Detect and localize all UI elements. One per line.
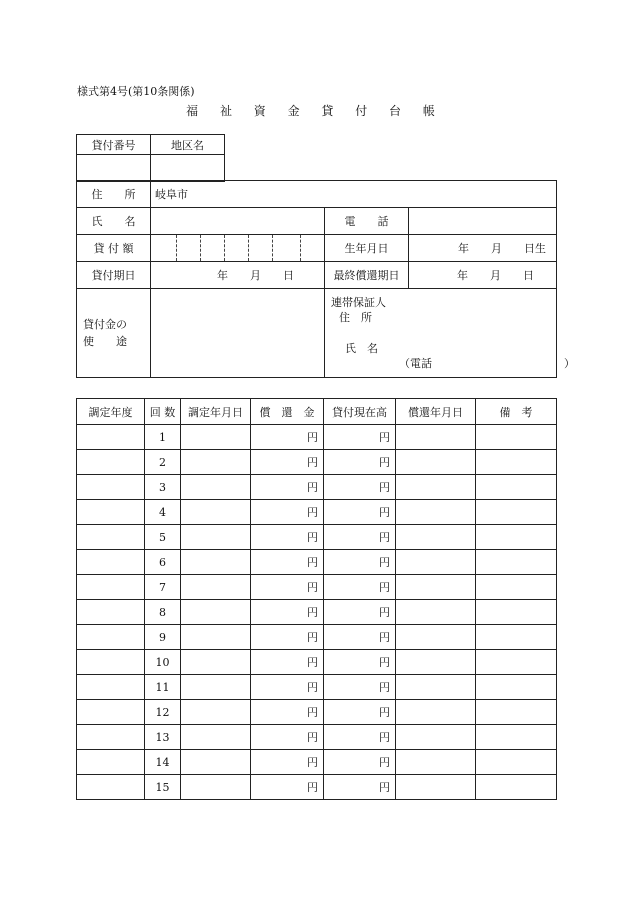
table-row bbox=[77, 550, 557, 575]
repayment-amount-cell[interactable]: 円 bbox=[251, 725, 324, 750]
guarantor-name-label: 氏 名 bbox=[345, 342, 378, 355]
assessment-date-cell[interactable] bbox=[181, 775, 251, 800]
loan-date-label: 貸付期日 bbox=[77, 262, 151, 289]
repayment-date-cell[interactable] bbox=[396, 675, 476, 700]
assessment-date-cell[interactable] bbox=[181, 500, 251, 525]
installment-number: 11 bbox=[145, 675, 181, 700]
outstanding-balance-cell[interactable]: 円 bbox=[324, 750, 396, 775]
remarks-cell[interactable] bbox=[476, 650, 557, 675]
repayment-date-cell[interactable] bbox=[396, 775, 476, 800]
assessment-date-cell[interactable] bbox=[181, 600, 251, 625]
usage-label bbox=[77, 289, 151, 378]
repayment-amount-cell[interactable]: 円 bbox=[251, 550, 324, 575]
repayment-date-cell[interactable] bbox=[396, 500, 476, 525]
table-row bbox=[77, 675, 557, 700]
history-header-cell: 備 考 bbox=[476, 399, 557, 425]
repayment-amount-cell[interactable]: 円 bbox=[251, 700, 324, 725]
birthdate-label: 生年月日 bbox=[325, 235, 409, 262]
remarks-cell[interactable] bbox=[476, 675, 557, 700]
assessment-date-cell[interactable] bbox=[181, 650, 251, 675]
assessment-date-cell[interactable] bbox=[181, 675, 251, 700]
loan-number-label: 貸付番号 bbox=[77, 135, 151, 155]
phone-label: 電 話 bbox=[325, 208, 409, 235]
history-header-cell: 調定年月日 bbox=[181, 399, 251, 425]
repayment-amount-cell[interactable]: 円 bbox=[251, 775, 324, 800]
table-row bbox=[77, 475, 557, 500]
repayment-amount-cell[interactable]: 円 bbox=[251, 500, 324, 525]
remarks-cell[interactable] bbox=[476, 625, 557, 650]
usage-label-line2: 使 途 bbox=[83, 335, 127, 348]
table-row bbox=[77, 450, 557, 475]
outstanding-balance-cell[interactable]: 円 bbox=[324, 525, 396, 550]
fiscal-year-cell[interactable] bbox=[77, 525, 145, 550]
remarks-cell[interactable] bbox=[476, 600, 557, 625]
repayment-date-cell[interactable] bbox=[396, 450, 476, 475]
assessment-date-cell[interactable] bbox=[181, 550, 251, 575]
repayment-date-cell[interactable] bbox=[396, 600, 476, 625]
assessment-date-cell[interactable] bbox=[181, 575, 251, 600]
fiscal-year-cell[interactable] bbox=[77, 475, 145, 500]
history-header-row bbox=[77, 399, 557, 425]
assessment-date-cell[interactable] bbox=[181, 725, 251, 750]
name-label: 氏 名 bbox=[77, 208, 151, 235]
assessment-date-cell[interactable] bbox=[181, 525, 251, 550]
repayment-date-cell[interactable] bbox=[396, 550, 476, 575]
repayment-amount-cell[interactable]: 円 bbox=[251, 475, 324, 500]
table-row bbox=[77, 600, 557, 625]
history-header-cell: 償還年月日 bbox=[396, 399, 476, 425]
fiscal-year-cell[interactable] bbox=[77, 775, 145, 800]
outstanding-balance-cell[interactable]: 円 bbox=[324, 600, 396, 625]
remarks-cell[interactable] bbox=[476, 550, 557, 575]
table-row bbox=[77, 750, 557, 775]
page-title: 福 祉 資 金 貸 付 台 帳 bbox=[186, 104, 444, 118]
repayment-date-cell[interactable] bbox=[396, 700, 476, 725]
loan-date-field[interactable]: 年 月 日 bbox=[151, 262, 325, 289]
district-name-label: 地区名 bbox=[151, 135, 225, 155]
usage-field[interactable] bbox=[151, 289, 325, 378]
table-row bbox=[77, 700, 557, 725]
repayment-date-cell[interactable] bbox=[396, 650, 476, 675]
repayment-date-cell[interactable] bbox=[396, 425, 476, 450]
address-label: 住 所 bbox=[77, 181, 151, 208]
installment-number: 8 bbox=[145, 600, 181, 625]
installment-number: 15 bbox=[145, 775, 181, 800]
remarks-cell[interactable] bbox=[476, 775, 557, 800]
installment-number: 14 bbox=[145, 750, 181, 775]
outstanding-balance-cell[interactable]: 円 bbox=[324, 675, 396, 700]
guarantor-address-label: 住 所 bbox=[339, 311, 372, 324]
outstanding-balance-cell[interactable]: 円 bbox=[324, 425, 396, 450]
repayment-amount-cell[interactable]: 円 bbox=[251, 650, 324, 675]
outstanding-balance-cell[interactable]: 円 bbox=[324, 625, 396, 650]
table-row bbox=[77, 775, 557, 800]
installment-number: 12 bbox=[145, 700, 181, 725]
fiscal-year-cell[interactable] bbox=[77, 450, 145, 475]
repayment-date-cell[interactable] bbox=[396, 750, 476, 775]
outstanding-balance-cell[interactable]: 円 bbox=[324, 650, 396, 675]
phone-field[interactable] bbox=[409, 208, 557, 235]
installment-number: 9 bbox=[145, 625, 181, 650]
table-row bbox=[77, 500, 557, 525]
fiscal-year-cell[interactable] bbox=[77, 700, 145, 725]
remarks-cell[interactable] bbox=[476, 750, 557, 775]
loan-amount-label: 貸 付 額 bbox=[77, 235, 151, 262]
repayment-date-cell[interactable] bbox=[396, 625, 476, 650]
installment-number: 10 bbox=[145, 650, 181, 675]
remarks-cell[interactable] bbox=[476, 450, 557, 475]
outstanding-balance-cell[interactable]: 円 bbox=[324, 725, 396, 750]
table-row bbox=[77, 625, 557, 650]
remarks-cell[interactable] bbox=[476, 575, 557, 600]
outstanding-balance-cell[interactable]: 円 bbox=[324, 475, 396, 500]
fiscal-year-cell[interactable] bbox=[77, 550, 145, 575]
history-header-cell: 調定年度 bbox=[77, 399, 145, 425]
final-repayment-date-field[interactable]: 年 月 日 bbox=[409, 262, 557, 289]
district-name-field[interactable] bbox=[151, 155, 225, 182]
remarks-cell[interactable] bbox=[476, 425, 557, 450]
loan-number-field[interactable] bbox=[77, 155, 151, 182]
repayment-amount-cell[interactable]: 円 bbox=[251, 625, 324, 650]
assessment-date-cell[interactable] bbox=[181, 475, 251, 500]
outstanding-balance-cell[interactable]: 円 bbox=[324, 500, 396, 525]
assessment-date-cell[interactable] bbox=[181, 625, 251, 650]
table-row bbox=[77, 575, 557, 600]
repayment-date-cell[interactable] bbox=[396, 725, 476, 750]
fiscal-year-cell[interactable] bbox=[77, 600, 145, 625]
final-repayment-date-label: 最終償還期日 bbox=[325, 262, 409, 289]
fiscal-year-cell[interactable] bbox=[77, 650, 145, 675]
outstanding-balance-cell[interactable]: 円 bbox=[324, 550, 396, 575]
repayment-amount-cell[interactable]: 円 bbox=[251, 525, 324, 550]
fiscal-year-cell[interactable] bbox=[77, 675, 145, 700]
fiscal-year-cell[interactable] bbox=[77, 625, 145, 650]
borrower-info-table bbox=[76, 180, 575, 378]
assessment-date-cell[interactable] bbox=[181, 700, 251, 725]
birthdate-field[interactable]: 年 月 日生 bbox=[409, 235, 557, 262]
repayment-date-cell[interactable] bbox=[396, 525, 476, 550]
installment-number: 2 bbox=[145, 450, 181, 475]
digit-divider bbox=[300, 235, 301, 261]
fiscal-year-cell[interactable] bbox=[77, 425, 145, 450]
fiscal-year-cell[interactable] bbox=[77, 750, 145, 775]
address-field[interactable]: 岐阜市 bbox=[151, 181, 557, 208]
remarks-cell[interactable] bbox=[476, 500, 557, 525]
digit-divider bbox=[224, 235, 225, 261]
installment-number: 7 bbox=[145, 575, 181, 600]
repayment-amount-cell[interactable]: 円 bbox=[251, 575, 324, 600]
guarantor-block[interactable] bbox=[325, 289, 575, 378]
usage-label-line1: 貸付金の bbox=[83, 318, 127, 331]
installment-number: 13 bbox=[145, 725, 181, 750]
installment-number: 3 bbox=[145, 475, 181, 500]
outstanding-balance-cell[interactable]: 円 bbox=[324, 775, 396, 800]
repayment-amount-cell[interactable]: 円 bbox=[251, 750, 324, 775]
table-row bbox=[77, 525, 557, 550]
repayment-history-table bbox=[76, 398, 557, 800]
outstanding-balance-cell[interactable]: 円 bbox=[324, 450, 396, 475]
remarks-cell[interactable] bbox=[476, 725, 557, 750]
digit-divider bbox=[176, 235, 177, 261]
table-row bbox=[77, 650, 557, 675]
repayment-date-cell[interactable] bbox=[396, 575, 476, 600]
repayment-date-cell[interactable] bbox=[396, 475, 476, 500]
assessment-date-cell[interactable] bbox=[181, 750, 251, 775]
table-row bbox=[77, 725, 557, 750]
history-header-cell: 償 還 金 bbox=[251, 399, 324, 425]
history-header-cell: 貸付現在高 bbox=[324, 399, 396, 425]
fiscal-year-cell[interactable] bbox=[77, 500, 145, 525]
repayment-amount-cell[interactable]: 円 bbox=[251, 450, 324, 475]
history-header-cell: 回 数 bbox=[145, 399, 181, 425]
repayment-amount-cell[interactable]: 円 bbox=[251, 600, 324, 625]
table-row bbox=[77, 425, 557, 450]
remarks-cell[interactable] bbox=[476, 700, 557, 725]
installment-number: 5 bbox=[145, 525, 181, 550]
form-number-label: 様式第4号(第10条関係) bbox=[77, 85, 195, 98]
installment-number: 1 bbox=[145, 425, 181, 450]
repayment-amount-cell[interactable]: 円 bbox=[251, 425, 324, 450]
outstanding-balance-cell[interactable]: 円 bbox=[324, 700, 396, 725]
name-field[interactable] bbox=[151, 208, 325, 235]
loan-number-table bbox=[76, 134, 225, 182]
installment-number: 4 bbox=[145, 500, 181, 525]
remarks-cell[interactable] bbox=[476, 475, 557, 500]
assessment-date-cell[interactable] bbox=[181, 450, 251, 475]
fiscal-year-cell[interactable] bbox=[77, 575, 145, 600]
digit-divider bbox=[200, 235, 201, 261]
loan-amount-field[interactable] bbox=[151, 235, 325, 262]
history-body bbox=[77, 425, 557, 800]
outstanding-balance-cell[interactable]: 円 bbox=[324, 575, 396, 600]
guarantor-phone-label: （電話 ） bbox=[399, 357, 575, 370]
remarks-cell[interactable] bbox=[476, 525, 557, 550]
fiscal-year-cell[interactable] bbox=[77, 725, 145, 750]
guarantor-label: 連帯保証人 bbox=[331, 296, 386, 309]
assessment-date-cell[interactable] bbox=[181, 425, 251, 450]
repayment-amount-cell[interactable]: 円 bbox=[251, 675, 324, 700]
digit-divider bbox=[272, 235, 273, 261]
digit-divider bbox=[248, 235, 249, 261]
installment-number: 6 bbox=[145, 550, 181, 575]
